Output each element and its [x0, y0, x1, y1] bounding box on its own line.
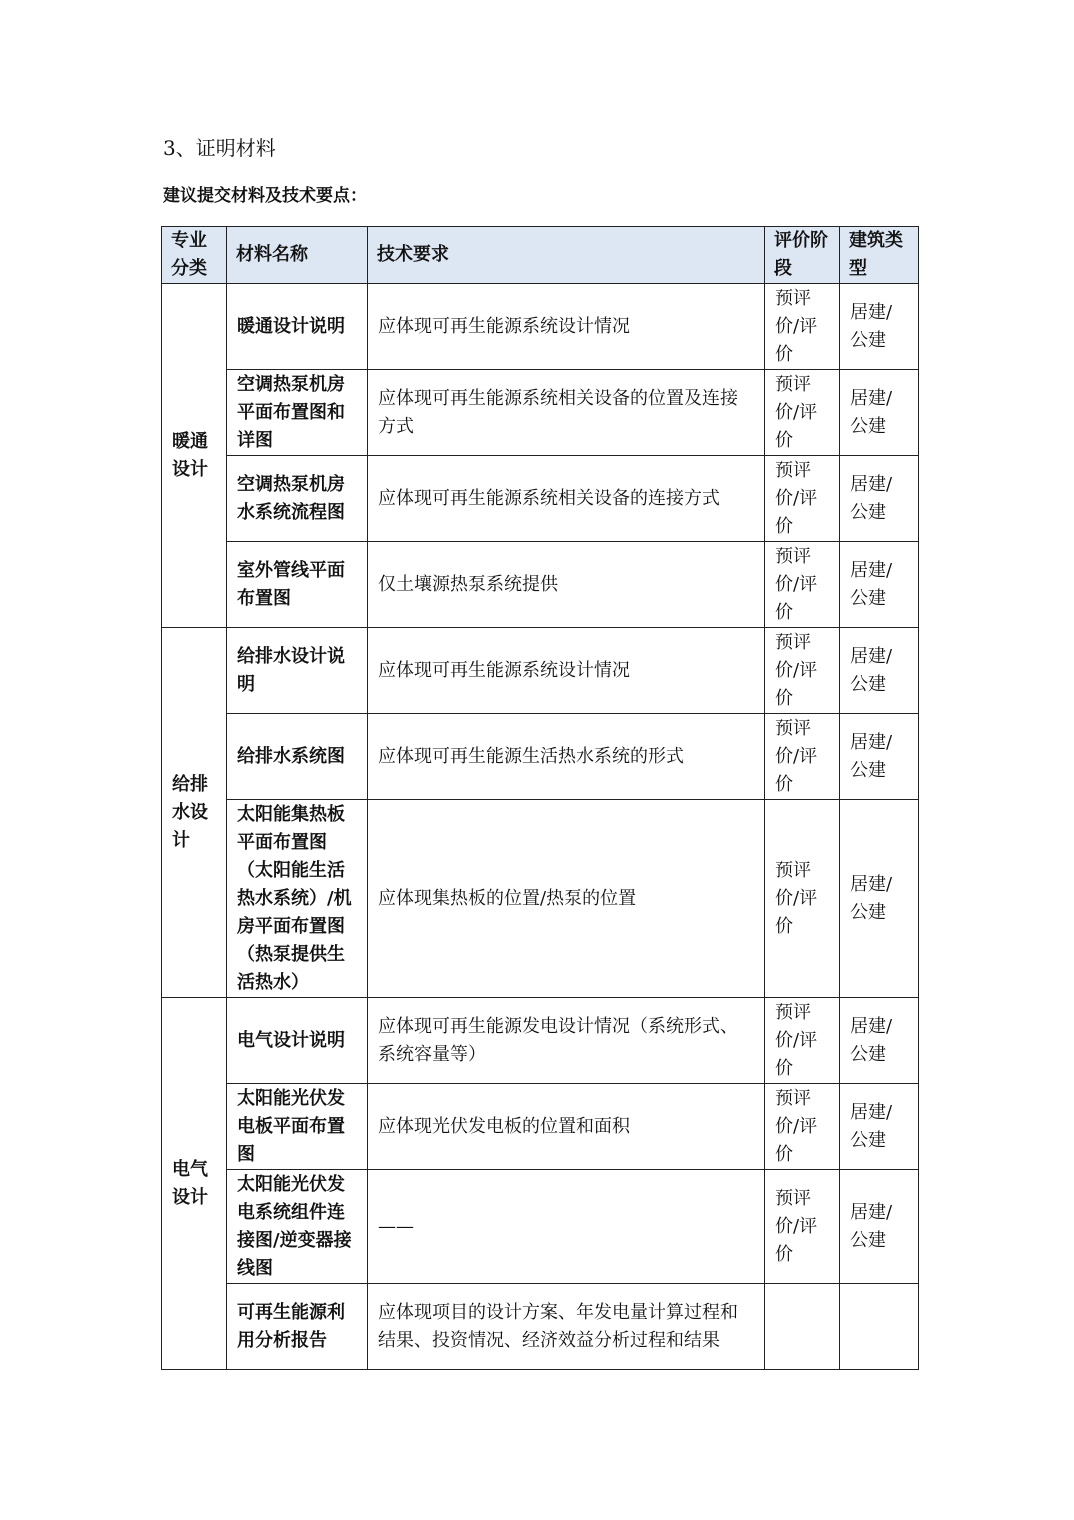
- material-name: 暖通设计说明: [227, 284, 368, 370]
- stage-cell: 预评价/评价: [765, 1084, 840, 1170]
- requirement-text: 应体现集热板的位置/热泵的位置: [368, 800, 765, 998]
- material-name: 室外管线平面布置图: [227, 542, 368, 628]
- building-type-cell: 居建/公建: [840, 370, 919, 456]
- table-row: [162, 714, 919, 800]
- requirement-text: 应体现可再生能源系统设计情况: [368, 284, 765, 370]
- header-category: 专业分类: [162, 227, 227, 284]
- stage-cell: 预评价/评价: [765, 714, 840, 800]
- header-requirement: 技术要求: [368, 227, 765, 284]
- table-row: [162, 370, 919, 456]
- requirement-text: 应体现可再生能源系统相关设备的连接方式: [368, 456, 765, 542]
- requirement-text: 应体现光伏发电板的位置和面积: [368, 1084, 765, 1170]
- material-name: 空调热泵机房水系统流程图: [227, 456, 368, 542]
- category-cell: 暖通设计: [162, 284, 227, 628]
- header-name: 材料名称: [227, 227, 368, 284]
- table-row: [162, 628, 919, 714]
- building-type-cell: 居建/公建: [840, 1084, 919, 1170]
- requirement-text: 仅土壤源热泵系统提供: [368, 542, 765, 628]
- building-type-cell: 居建/公建: [840, 456, 919, 542]
- stage-cell: [765, 1284, 840, 1370]
- stage-cell: 预评价/评价: [765, 800, 840, 998]
- category-cell: 电气设计: [162, 998, 227, 1370]
- table-row: [162, 998, 919, 1084]
- requirement-text: 应体现项目的设计方案、年发电量计算过程和结果、投资情况、经济效益分析过程和结果: [368, 1284, 765, 1370]
- category-cell: 给排水设计: [162, 628, 227, 998]
- stage-cell: 预评价/评价: [765, 628, 840, 714]
- table-row: [162, 1170, 919, 1284]
- table-row: [162, 800, 919, 998]
- building-type-cell: 居建/公建: [840, 998, 919, 1084]
- stage-cell: 预评价/评价: [765, 1170, 840, 1284]
- building-type-cell: 居建/公建: [840, 714, 919, 800]
- requirement-text: 应体现可再生能源发电设计情况（系统形式、系统容量等）: [368, 998, 765, 1084]
- material-name: 太阳能光伏发电板平面布置图: [227, 1084, 368, 1170]
- stage-cell: 预评价/评价: [765, 998, 840, 1084]
- table-row: [162, 1284, 919, 1370]
- material-name: 空调热泵机房平面布置图和详图: [227, 370, 368, 456]
- building-type-cell: 居建/公建: [840, 800, 919, 998]
- building-type-cell: 居建/公建: [840, 1170, 919, 1284]
- requirement-text: 应体现可再生能源生活热水系统的形式: [368, 714, 765, 800]
- header-stage: 评价阶段: [765, 227, 840, 284]
- building-type-cell: 居建/公建: [840, 284, 919, 370]
- table-intro: 建议提交材料及技术要点：: [163, 186, 367, 206]
- building-type-cell: [840, 1284, 919, 1370]
- stage-cell: 预评价/评价: [765, 370, 840, 456]
- table-row: [162, 542, 919, 628]
- material-name: 电气设计说明: [227, 998, 368, 1084]
- material-name: 太阳能集热板平面布置图（太阳能生活热水系统）/机房平面布置图（热泵提供生活热水）: [227, 800, 368, 998]
- table-row: [162, 284, 919, 370]
- materials-table: [161, 226, 919, 1370]
- section-title: 3、证明材料: [163, 136, 276, 160]
- requirement-text: ——: [368, 1170, 765, 1284]
- table-row: [162, 1084, 919, 1170]
- header-building-type: 建筑类型: [840, 227, 919, 284]
- building-type-cell: 居建/公建: [840, 628, 919, 714]
- material-name: 可再生能源利用分析报告: [227, 1284, 368, 1370]
- material-name: 太阳能光伏发电系统组件连接图/逆变器接线图: [227, 1170, 368, 1284]
- requirement-text: 应体现可再生能源系统相关设备的位置及连接方式: [368, 370, 765, 456]
- stage-cell: 预评价/评价: [765, 284, 840, 370]
- table-row: [162, 456, 919, 542]
- material-name: 给排水设计说明: [227, 628, 368, 714]
- building-type-cell: 居建/公建: [840, 542, 919, 628]
- table-header-row: [162, 227, 919, 284]
- stage-cell: 预评价/评价: [765, 542, 840, 628]
- material-name: 给排水系统图: [227, 714, 368, 800]
- requirement-text: 应体现可再生能源系统设计情况: [368, 628, 765, 714]
- stage-cell: 预评价/评价: [765, 456, 840, 542]
